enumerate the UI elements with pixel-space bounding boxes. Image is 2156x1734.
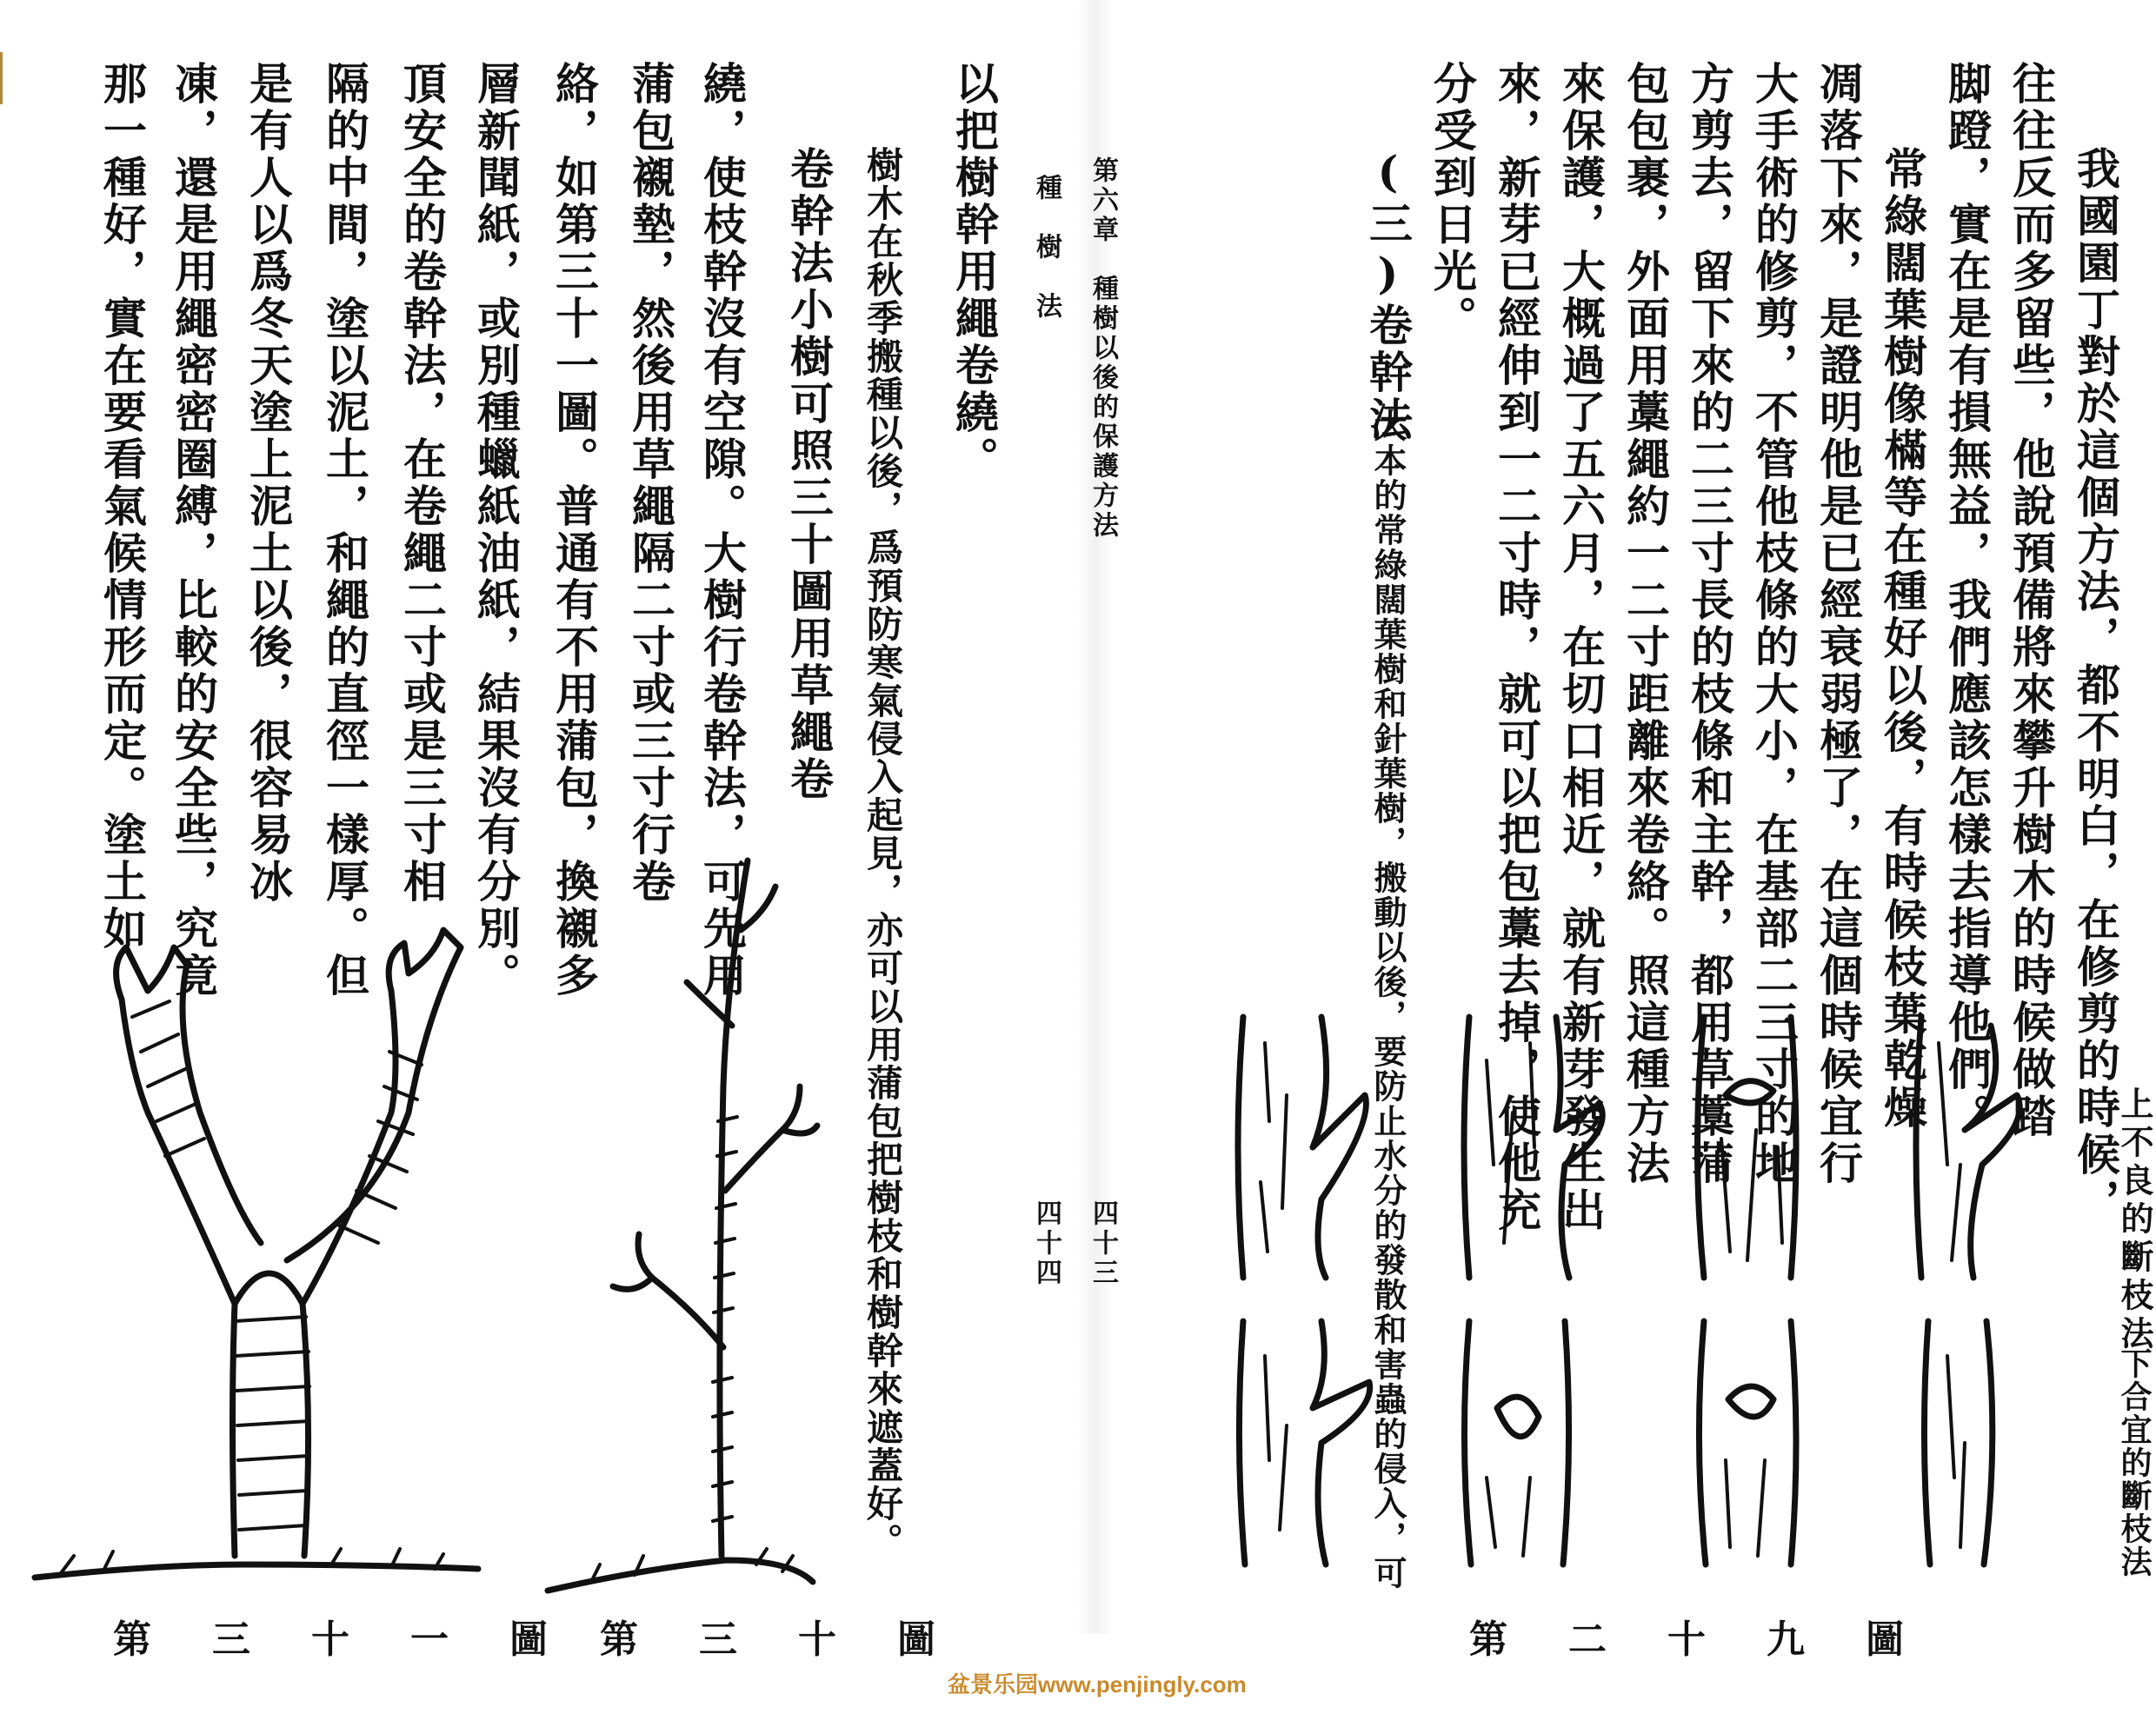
section-heading: (三)卷幹法 [1362, 146, 1414, 443]
text-column: 是有人以爲冬天塗上泥土以後，很容易冰 [243, 61, 294, 906]
text-column: 樹木在秋季搬種以後，爲預防寒氣侵入起見，亦可以用蒲包把樹枝和樹幹來遮蓋好。 [862, 146, 904, 1561]
figure-29-drawings [1182, 991, 2069, 1582]
figure-29-caption: 第二十九圖 [1469, 1618, 1965, 1662]
page-number: 四十四 [1031, 1199, 1061, 1288]
text-column: 往往反而多留些，他說預備將來攀升樹木的時候做踏 [2006, 61, 2057, 1140]
figure-label-bad: 上不良的斷枝法 [2115, 1086, 2154, 1354]
text-column: 脚蹬，實在是有損無益，我們應該怎樣去指導他們。 [1941, 61, 1993, 1140]
text-column: 包包裹，外面用藁繩約一二寸距離來卷絡。照這種方法 [1620, 61, 1671, 1187]
right-page [1130, 0, 2156, 1662]
text-column: 我國園丁對於這個方法，都不明白，在修剪的時候， [2070, 146, 2121, 1226]
bad-cut-trunk-2 [1464, 1017, 1602, 1278]
figure-30-drawing [539, 826, 826, 1608]
text-column: 繞，使枝幹沒有空隙。大樹行卷幹法，可先用 [696, 61, 748, 1000]
text-column: 頂安全的卷幹法，在卷繩二寸或是三寸相 [396, 61, 448, 906]
good-cut-trunk-4 [1924, 1321, 1992, 1565]
running-header-chapter: 第六章 種樹以後的保護方法 [1088, 156, 1118, 541]
text-column: 分受到日光。 [1427, 61, 1478, 342]
bad-cut-trunk-1 [1238, 1017, 1366, 1278]
good-cut-trunk-1 [1239, 1321, 1369, 1565]
watermark: 盆景乐园www.penjingly.com [948, 1671, 1247, 1697]
text-column: 以把樹幹用繩卷繞。 [948, 61, 1000, 483]
left-page [0, 0, 1118, 1662]
text-column: 隔的中間，塗以泥土，和繩的直徑一樣厚。但 [319, 61, 370, 1000]
text-column: 來保護，大概過了五六月，在切口相近，就有新芽發生出 [1555, 61, 1607, 1234]
figure-31-caption: 第三十一圖 [113, 1618, 609, 1662]
text-column: 蒲包襯墊，然後用草繩隔二寸或三寸行卷 [625, 61, 676, 906]
text-column: 凍，還是用繩密密圈縛，比較的安全些，究竟 [168, 61, 219, 1000]
bad-cut-trunk-4 [1916, 1017, 2020, 1278]
text-column: 層新聞紙，或別種蠟紙油紙，結果沒有分別。 [470, 61, 522, 1000]
figure-label-good: 下合宜的斷枝法 [2116, 1347, 2153, 1578]
running-header-book: 種 樹 法 [1031, 174, 1061, 322]
text-column: 常綠闊葉樹像樠等在種好以後，有時候枝葉乾燥 [1877, 146, 1928, 1132]
text-column: 絡，如第三十一圖。普通有不用蒲包，換襯多 [549, 61, 600, 1000]
figure-30-caption: 第三十圖 [600, 1618, 996, 1662]
good-cut-trunk-2 [1464, 1321, 1568, 1565]
text-column: 凋落下來，是證明他是已經衰弱極了，在這個時候宜行 [1813, 61, 1864, 1187]
text-column: 大手術的修剪，不管他枝條的大小，在基部二三寸的地 [1748, 61, 1800, 1187]
section-text: 大本的常綠闊葉樹和針葉樹，搬動以後，要防止水分的發散和害蟲的侵入，可 [1368, 409, 1407, 1591]
text-column: 卷幹法小樹可照三十圖用草繩卷 [783, 146, 835, 803]
text-column: 那一種好，實在要看氣候情形而定。塗土如 [96, 61, 148, 953]
edge-mark [0, 52, 10, 104]
good-cut-trunk-3 [1699, 1321, 1796, 1565]
bad-cut-trunk-3 [1698, 1017, 1797, 1278]
text-column: 方剪去，留下來的二三寸長的枝條和主幹，都用草藁蒲 [1684, 61, 1735, 1187]
page-number: 四十三 [1088, 1199, 1118, 1288]
text-column: 來，新芽已經伸到一二寸時，就可以把包藁去掉，使他充 [1491, 61, 1542, 1234]
figure-31-drawing [26, 895, 496, 1591]
